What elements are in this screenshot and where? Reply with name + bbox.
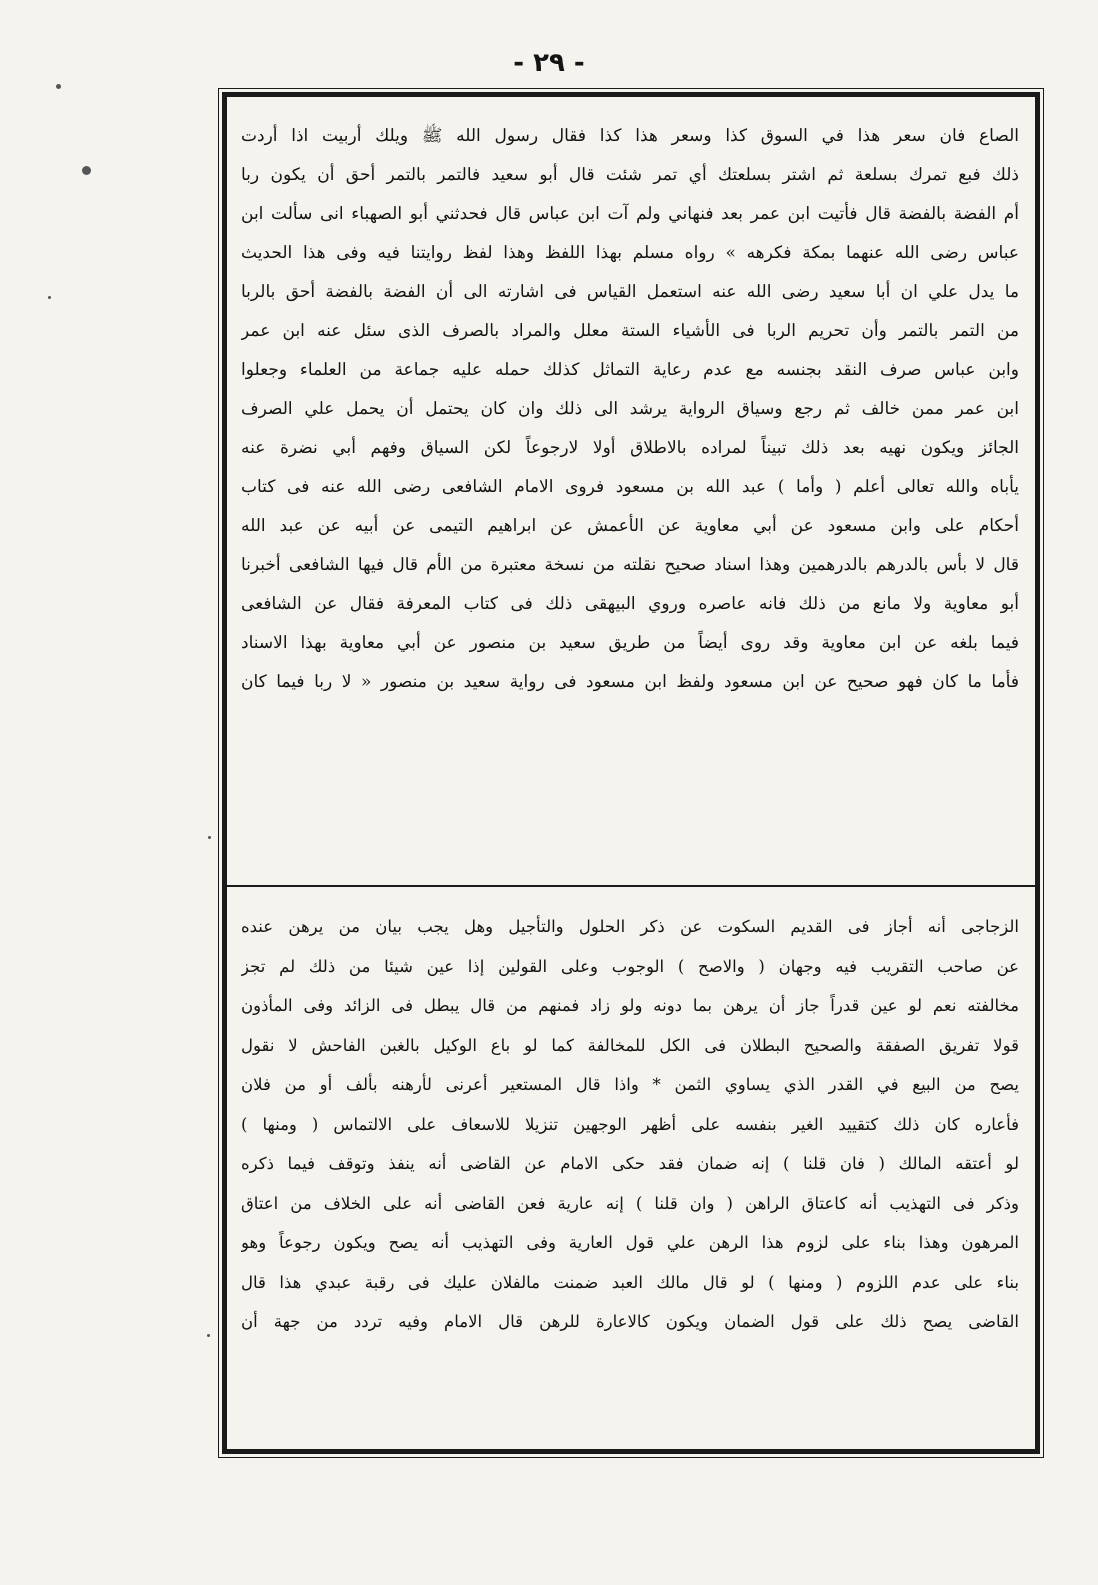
commentary-line: المرهون وهذا بناء على لزوم هذا الرهن علي قول العارية وفى التهذيب أنه يصح ويكون رجوعاً وهو xyxy=(241,1233,1019,1252)
scan-speck xyxy=(48,296,51,299)
scan-speck xyxy=(208,836,211,839)
main-text-line: أم الفضة بالفضة قال فأتيت ابن عمر بعد فنهاني ولم آت ابن عباس قال فحدثني أبو الصهباء انى سألت ابن xyxy=(241,204,1019,224)
main-text-line: أحكام على وابن مسعود عن أبي معاوية عن الأعمش عن ابراهيم التيمى عن أبيه عن عبد الله xyxy=(241,516,1019,536)
main-text-line: فأما ما كان فهو صحيح عن ابن مسعود ولفظ ابن مسعود فى رواية سعيد بن منصور « لا ربا فيما كان xyxy=(241,672,1019,692)
commentary-line: القاضى يصح ذلك على قول الضمان ويكون كالاعارة للرهن قال الامام وفيه تردد من جهة أن xyxy=(241,1312,1019,1331)
section-divider xyxy=(227,885,1035,887)
commentary-line: قولا تفريق الصفقة والصحيح البطلان فى الكل للمخالفة كما لو باع الوكيل بالغبن الفاحش لا نقول xyxy=(241,1035,1019,1055)
scan-speck xyxy=(82,166,91,175)
commentary-line: لو أعتقه المالك ( فان قلنا ) إنه ضمان فقد حكى الامام عن القاضى أنه ينفذ وتوقف فيما ذكره xyxy=(241,1154,1019,1173)
commentary-block xyxy=(241,907,1019,1342)
scan-speck xyxy=(56,84,61,89)
main-text-line: ذلك فبع تمرك بسلعة ثم اشتر بسلعتك أي تمر شئت قال أبو سعيد فالتمر بالتمر أحق أن يكون ربا xyxy=(241,165,1019,185)
text-frame xyxy=(222,92,1040,1454)
scan-speck xyxy=(207,1334,210,1337)
commentary-line: مخالفته نعم لو عين قدراً جاز أن يرهن بما دونه ولو زاد فمنهم من قال يبطل فى الزائد وفى المأذون xyxy=(241,996,1019,1015)
main-text-line: فيما بلغه عن ابن معاوية وقد روى أيضاً من طريق سعيد بن منصور عن أبي معاوية بهذا الاسناد xyxy=(241,633,1019,653)
main-text-line: من التمر بالتمر وأن تحريم الربا فى الأشياء الستة معلل والمراد بالصرف الذى سئل عنه ابن عمر xyxy=(241,321,1019,341)
main-text-line: يأباه والله تعالى أعلم ( وأما ) عبد الله بن مسعود فروى الامام الشافعى رضى الله عنه فى كتاب xyxy=(241,477,1019,497)
commentary-line: وذكر فى التهذيب أنه كاعتاق الراهن ( وان قلنا ) إنه عارية فعن القاضى أنه على الخلاف من اعتاق xyxy=(241,1193,1019,1213)
main-text-block xyxy=(241,117,1019,702)
main-text-line: عباس رضى الله عنهما بمكة فكرهه » رواه مسلم بهذا اللفظ وهذا لفظ روايتنا فيه وفى هذا الحديث xyxy=(241,243,1019,263)
main-text-line: قال لا بأس بالدرهم بالدرهمين وهذا اسناد صحيح نقلته من نسخة معتبرة من الأم قال فيها الشافعى أخبرنا xyxy=(241,555,1019,575)
commentary-line: يصح من البيع في القدر الذي يساوي الثمن * واذا قال المستعير أعرنى لأرهنه بألف أو من فلان xyxy=(241,1075,1019,1094)
main-text-line: وابن عباس صرف النقد بجنسه مع عدم رعاية التماثل كذلك حمله عليه جماعة من العلماء وجعلوا xyxy=(241,360,1019,380)
main-text-line: الجائز ويكون نهيه بعد ذلك تبيناً لمراده بالاطلاق أولا لارجوعاً لكن السياق وفهم أبي نضرة عنه xyxy=(241,438,1019,458)
main-text-line: ابن عمر ممن خالف ثم رجع وسياق الرواية يرشد الى ذلك وان كان يحتمل أن يحمل علي الصرف xyxy=(241,399,1019,419)
commentary-line: عن صاحب التقريب فيه وجهان ( والاصح ) الوجوب وعلى القولين إذا عين شيئا من ذلك لم تجز xyxy=(241,956,1019,976)
page-number: - ٢٩ - xyxy=(513,48,585,78)
main-text-line: الصاع فان سعر هذا في السوق كذا وسعر هذا كذا فقال رسول الله ﷺ ويلك أربيت اذا أردت xyxy=(241,126,1019,146)
commentary-line: بناء على عدم اللزوم ( ومنها ) لو قال مالك العبد ضمنت مالفلان عليك فى رقبة عبدي هذا قال xyxy=(241,1272,1019,1292)
commentary-line: فأعاره كان ذلك كتقييد الغير بنفسه على أظهر الوجهين تنزيلا للاسعاف على الالتماس ( ومنها ) xyxy=(241,1114,1019,1134)
main-text-line: ما يدل علي ان أبا سعيد رضى الله عنه استعمل القياس فى اشارته الى أن الفضة بالفضة أحق بالربا xyxy=(241,282,1019,302)
commentary-line: الزجاجى أنه أجاز فى القديم السكوت عن ذكر الحلول والتأجيل وهل يجب بيان من يرهن عنده xyxy=(241,917,1019,936)
main-text-line: أبو معاوية ولا مانع من ذلك فانه عاصره وروي البيهقى ذلك فى كتاب المعرفة فقال عن الشافعى xyxy=(241,594,1019,614)
